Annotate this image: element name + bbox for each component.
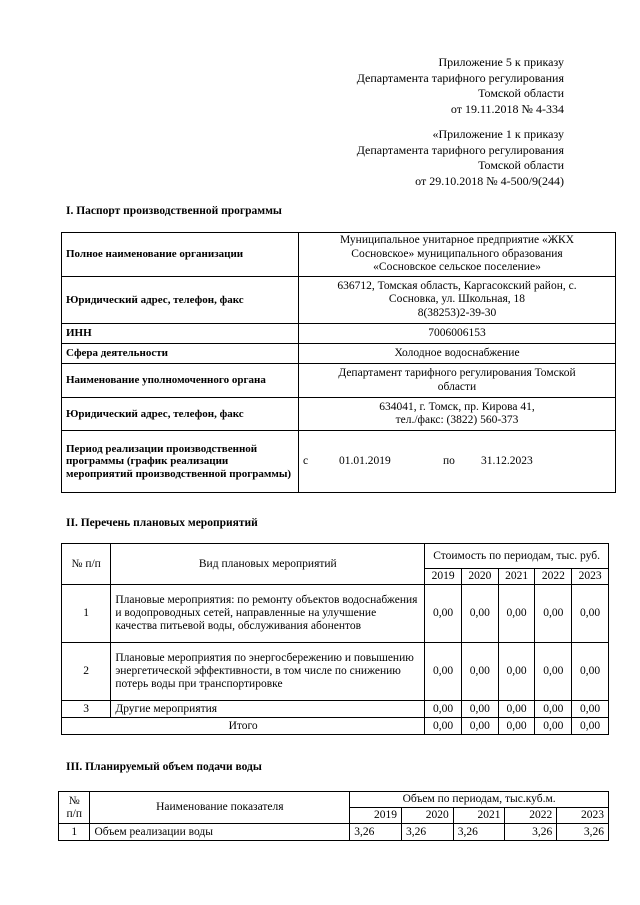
table-row: [62, 701, 609, 718]
row-name: Плановые мероприятия: по ремонту объектов водоснабжения и водопроводных сетей, направленные на улучшение качества питьевой воды, обслуживания абонентов: [111, 585, 425, 643]
value-line: 634041, г. Томск, пр. Кирова 41,: [379, 400, 535, 413]
section-title-measures: II. Перечень плановых мероприятий: [66, 517, 258, 529]
value-line: области: [437, 380, 477, 393]
row-value: 3,26: [350, 824, 402, 841]
value-line: 636712, Томская область, Каргасокский район, с.: [337, 279, 577, 292]
row-value: 3,26: [453, 824, 505, 841]
row-name: Другие мероприятия: [111, 701, 425, 718]
header-row: [59, 792, 609, 808]
year-header: 2023: [572, 569, 609, 585]
row-value: 0,00: [461, 643, 498, 701]
row-name: Объем реализации воды: [90, 824, 350, 841]
passport-table: [61, 232, 616, 493]
volume-table: [58, 791, 609, 841]
row-value: [299, 344, 616, 364]
table-row: [62, 277, 616, 324]
year-header: 2022: [535, 569, 572, 585]
year-header: 2021: [453, 808, 505, 824]
row-value: 0,00: [425, 701, 462, 718]
total-value: 0,00: [572, 718, 609, 735]
table-row: [62, 344, 616, 364]
row-name: Плановые мероприятия по энергосбережению и повышению энергетической эффективности, в том числе по снижению потерь воды при транспортировке: [111, 643, 425, 701]
row-value: [299, 324, 616, 344]
period-from: 01.01.2019: [339, 454, 391, 467]
total-label: Итого: [62, 718, 425, 735]
year-header: 2023: [557, 808, 609, 824]
row-value: [299, 233, 616, 277]
row-value: 0,00: [535, 585, 572, 643]
header-line: Томской области: [478, 158, 564, 172]
table-row: [62, 431, 616, 493]
section-title-volume: III. Планируемый объем подачи воды: [66, 761, 262, 773]
header-line: Томской области: [478, 86, 564, 100]
total-value: 0,00: [461, 718, 498, 735]
header-line: Департамента тарифного регулирования: [356, 142, 564, 157]
row-value: 0,00: [498, 701, 535, 718]
row-value: 3,26: [505, 824, 557, 841]
header-line: от 19.11.2018 № 4-334: [450, 101, 564, 116]
row-num: 1: [59, 824, 90, 841]
order-header: [357, 55, 564, 117]
value-line: Сосновское» муниципального образования: [351, 247, 563, 260]
row-value: 0,00: [425, 585, 462, 643]
col-header-name: Вид плановых мероприятий: [111, 544, 425, 585]
row-label: Сфера деятельности: [62, 344, 299, 364]
col-header-cost: Стоимость по периодам, тыс. руб.: [425, 544, 609, 569]
table-row: [62, 364, 616, 398]
previous-order-header: [357, 127, 564, 189]
value-line: 8(38253)2-39-30: [417, 306, 497, 319]
year-header: 2020: [461, 569, 498, 585]
row-num: 1: [62, 585, 111, 643]
row-label: ИНН: [62, 324, 299, 344]
period-to: 31.12.2023: [481, 454, 533, 467]
period-label: Период реализации производственной программы (график реализации мероприятий производственной программы): [62, 431, 299, 493]
table-row: [62, 643, 609, 701]
total-value: 0,00: [425, 718, 462, 735]
header-line: «Приложение 1 к приказу: [432, 127, 564, 141]
row-value: 0,00: [535, 701, 572, 718]
table-row: [62, 233, 616, 277]
table-row: [62, 585, 609, 643]
row-value: 0,00: [461, 585, 498, 643]
value-line: тел./факс: (3822) 560-373: [395, 414, 519, 426]
total-value: 0,00: [498, 718, 535, 735]
row-value: 3,26: [401, 824, 453, 841]
col-header-volume: Объем по периодам, тыс.куб.м.: [350, 792, 609, 808]
row-value: 3,26: [557, 824, 609, 841]
row-value: [299, 398, 616, 431]
row-label: Наименование уполномоченного органа: [62, 364, 299, 398]
period-to-word: по: [443, 454, 455, 467]
value-line: Сосновка, ул. Школьная, 18: [388, 293, 526, 306]
row-num: 2: [62, 643, 111, 701]
section-title-passport: I. Паспорт производственной программы: [66, 205, 282, 217]
col-header-name: Наименование показателя: [90, 792, 350, 824]
measures-table: [61, 543, 609, 735]
row-value: 0,00: [572, 585, 609, 643]
value-line: 7006006153: [428, 326, 486, 339]
table-row: [62, 324, 616, 344]
header-line: от 29.10.2018 № 4-500/9(244): [415, 173, 564, 188]
period-value: [299, 431, 616, 493]
header-line: Приложение 5 к приказу: [438, 55, 564, 69]
col-header-num: № п/п: [59, 792, 90, 824]
year-header: 2019: [425, 569, 462, 585]
year-header: 2021: [498, 569, 535, 585]
row-value: 0,00: [572, 701, 609, 718]
col-header-num: № п/п: [62, 544, 111, 585]
header-line: Департамента тарифного регулирования: [356, 70, 564, 85]
row-value: [299, 277, 616, 324]
value-line: Департамент тарифного регулирования Томской: [338, 367, 576, 379]
row-label: Полное наименование организации: [62, 233, 299, 277]
row-label: Юридический адрес, телефон, факс: [62, 398, 299, 431]
period-from-word: с: [303, 454, 309, 467]
row-label: Юридический адрес, телефон, факс: [62, 277, 299, 324]
year-header: 2019: [350, 808, 402, 824]
table-row: [59, 824, 609, 841]
value-line: Муниципальное унитарное предприятие «ЖКХ: [339, 234, 575, 247]
row-value: 0,00: [461, 701, 498, 718]
value-line: Холодное водоснабжение: [394, 346, 520, 359]
row-value: 0,00: [535, 643, 572, 701]
value-line: «Сосновское сельское поселение»: [373, 261, 541, 274]
table-row: [62, 398, 616, 431]
row-value: [299, 364, 616, 398]
row-num: 3: [62, 701, 111, 718]
year-header: 2020: [401, 808, 453, 824]
total-value: 0,00: [535, 718, 572, 735]
year-header: 2022: [505, 808, 557, 824]
row-value: 0,00: [498, 643, 535, 701]
row-value: 0,00: [572, 643, 609, 701]
header-row: [62, 544, 609, 569]
row-value: 0,00: [425, 643, 462, 701]
row-value: 0,00: [498, 585, 535, 643]
total-row: [62, 718, 609, 735]
